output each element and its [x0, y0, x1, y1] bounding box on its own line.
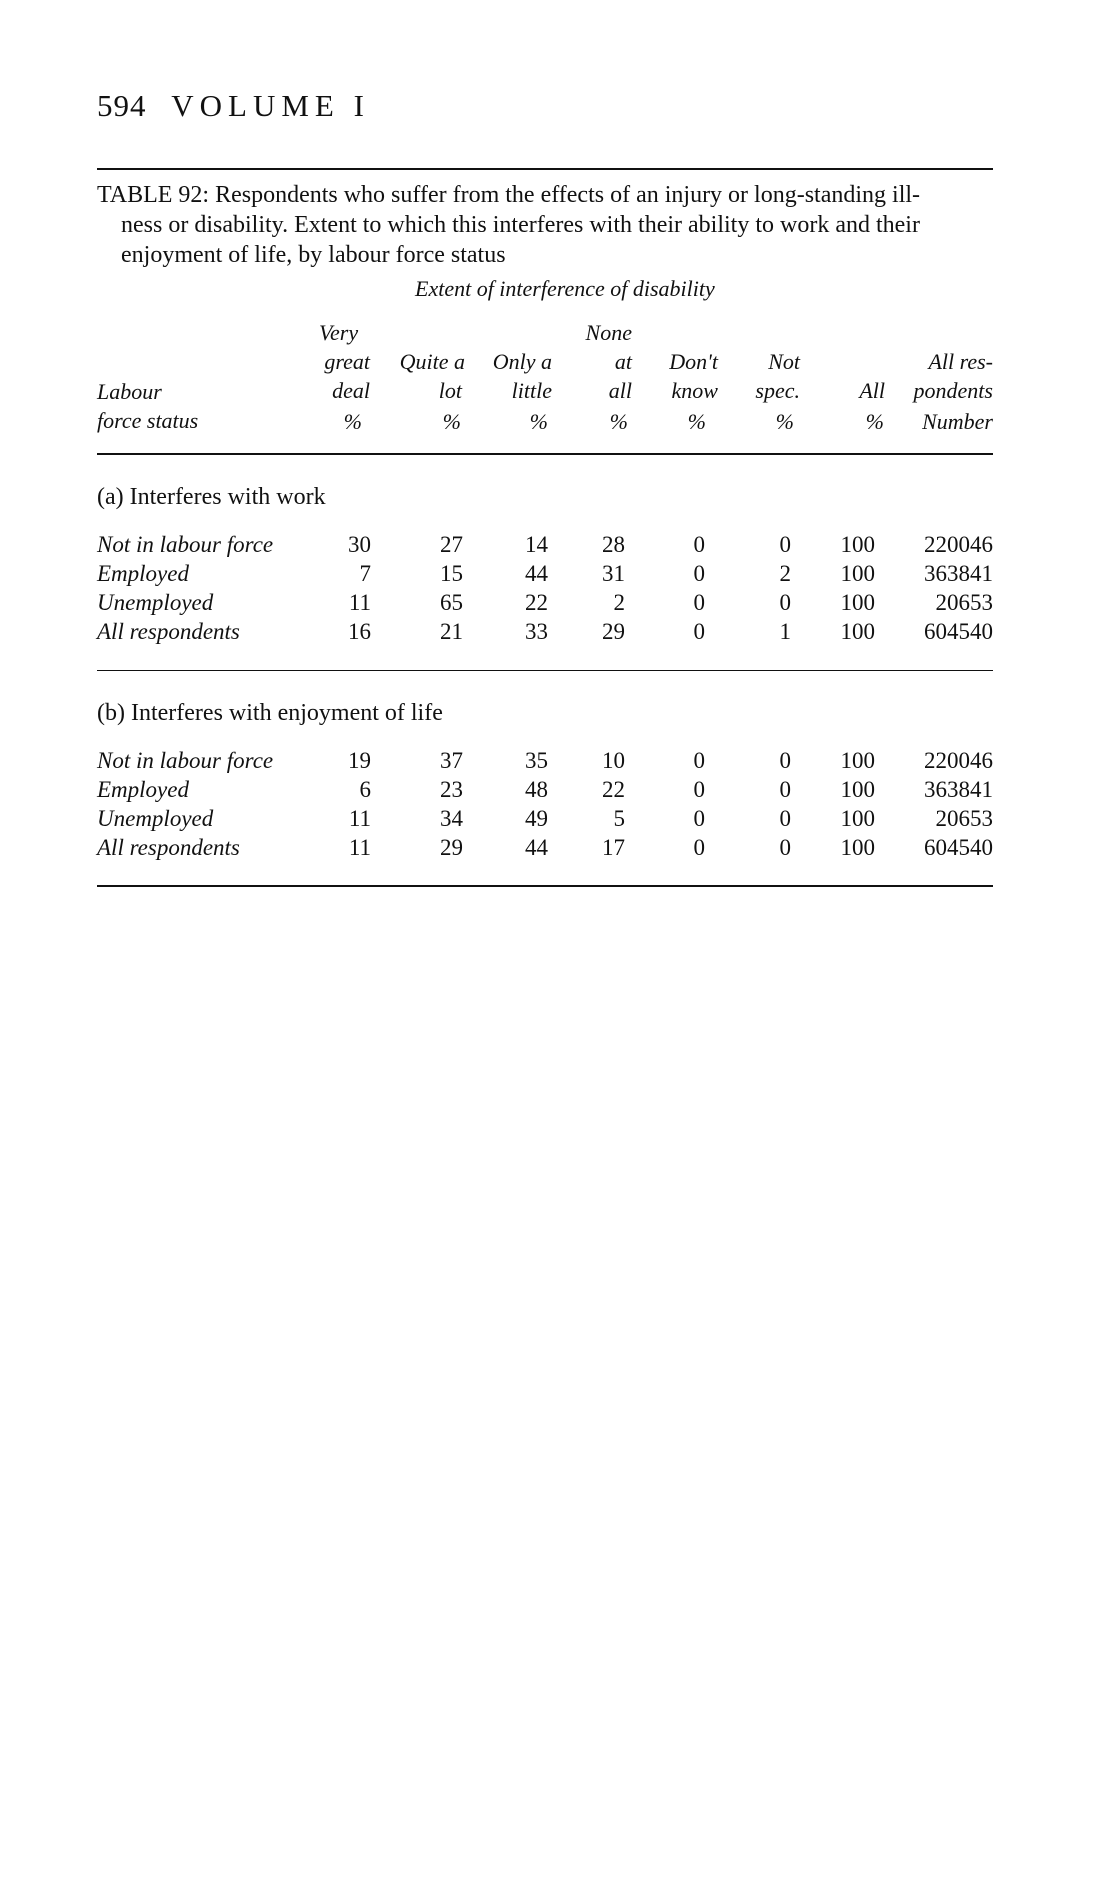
col-header-line: deal	[332, 378, 370, 403]
row-label: All respondents	[97, 835, 240, 860]
cell-not-spec: 1	[779, 619, 791, 644]
col-header-dont-know	[640, 347, 718, 405]
table-row	[97, 532, 993, 562]
table-row	[97, 777, 993, 807]
caption-line-1: TABLE 92: Respondents who suffer from the effects of an injury or long-standing ill-	[97, 182, 921, 208]
cell-dont-know: 0	[693, 806, 705, 831]
cell-very-great-deal: 7	[359, 561, 371, 586]
col-header-very-great-deal	[300, 318, 370, 405]
page-number: 594	[97, 88, 147, 123]
cell-dont-know: 0	[693, 532, 705, 557]
col-header-all-respondents	[880, 347, 993, 405]
col-header-line: at	[614, 349, 632, 374]
col-header-line: lot	[438, 378, 462, 403]
cell-dont-know: 0	[693, 590, 705, 615]
cell-not-spec: 0	[779, 748, 791, 773]
cell-quite-a-lot: 34	[440, 806, 463, 831]
col-header-line: Not	[768, 349, 800, 374]
caption-line-3: enjoyment of life, by labour force status	[121, 242, 506, 268]
cell-all: 100	[840, 777, 875, 802]
cell-very-great-deal: 16	[348, 619, 371, 644]
unit-label: %	[687, 409, 706, 434]
col-header-all	[820, 376, 885, 405]
col-header-line: Very	[319, 320, 359, 345]
col-header-line: little	[511, 378, 552, 403]
cell-very-great-deal: 11	[348, 835, 371, 860]
row-label: Unemployed	[97, 590, 214, 615]
cell-none-at-all: 29	[602, 619, 625, 644]
col-header-line: all	[608, 378, 632, 403]
cell-quite-a-lot: 27	[440, 532, 463, 557]
table-row	[97, 619, 993, 649]
cell-all: 100	[840, 835, 875, 860]
row-label: Unemployed	[97, 806, 214, 831]
cell-not-spec: 0	[779, 590, 791, 615]
table-row	[97, 748, 993, 778]
stub-header	[97, 377, 198, 435]
col-header-line: All res-	[928, 349, 993, 374]
cell-very-great-deal: 11	[348, 590, 371, 615]
cell-only-a-little: 49	[525, 806, 548, 831]
table-top-rule	[97, 168, 993, 170]
row-label: Employed	[97, 777, 189, 802]
volume-label: VOLUME I	[171, 88, 370, 123]
cell-only-a-little: 44	[525, 835, 548, 860]
col-header-line: None	[585, 320, 632, 345]
row-label: Employed	[97, 561, 189, 586]
cell-all: 100	[840, 590, 875, 615]
cell-number: 363841	[924, 777, 993, 802]
cell-none-at-all: 5	[613, 806, 625, 831]
unit-label: %	[609, 409, 628, 434]
row-label: Not in labour force	[97, 532, 274, 557]
cell-only-a-little: 44	[525, 561, 548, 586]
table-row	[97, 590, 993, 620]
col-header-line: Only a	[492, 349, 552, 374]
cell-only-a-little: 33	[525, 619, 548, 644]
cell-number: 20653	[935, 806, 993, 831]
col-header-none-at-all	[560, 318, 632, 405]
stub-header-line: force status	[97, 408, 199, 433]
col-header-line: spec.	[755, 378, 800, 403]
cell-all: 100	[840, 561, 875, 586]
row-label: All respondents	[97, 619, 240, 644]
table-bottom-rule	[97, 885, 993, 887]
cell-all: 100	[840, 748, 875, 773]
cell-quite-a-lot: 37	[440, 748, 463, 773]
section-title-enjoyment: (b) Interferes with enjoyment of life	[97, 700, 443, 726]
cell-none-at-all: 2	[613, 590, 625, 615]
table-row	[97, 561, 993, 591]
cell-very-great-deal: 11	[348, 806, 371, 831]
cell-number: 20653	[935, 590, 993, 615]
cell-very-great-deal: 30	[348, 532, 371, 557]
cell-very-great-deal: 6	[359, 777, 371, 802]
unit-label: %	[529, 409, 548, 434]
cell-very-great-deal: 19	[348, 748, 371, 773]
cell-dont-know: 0	[693, 835, 705, 860]
cell-only-a-little: 14	[525, 532, 548, 557]
col-header-not-spec	[730, 347, 800, 405]
cell-none-at-all: 22	[602, 777, 625, 802]
cell-none-at-all: 31	[602, 561, 625, 586]
col-header-line: Quite a	[399, 349, 465, 374]
cell-number: 220046	[924, 748, 993, 773]
column-group-title: Extent of interference of disability	[415, 276, 715, 301]
running-head	[97, 88, 370, 124]
cell-dont-know: 0	[693, 748, 705, 773]
row-label: Not in labour force	[97, 748, 274, 773]
stub-header-line: Labour	[97, 379, 162, 404]
cell-not-spec: 0	[779, 806, 791, 831]
col-header-line: Don't	[669, 349, 718, 374]
col-header-line: All	[859, 378, 885, 403]
cell-quite-a-lot: 29	[440, 835, 463, 860]
unit-label: %	[343, 409, 362, 434]
table-row	[97, 806, 993, 836]
cell-not-spec: 0	[779, 835, 791, 860]
cell-quite-a-lot: 21	[440, 619, 463, 644]
col-header-line: know	[671, 378, 718, 403]
cell-only-a-little: 22	[525, 590, 548, 615]
cell-number: 604540	[924, 835, 993, 860]
unit-label: %	[865, 409, 884, 434]
cell-only-a-little: 35	[525, 748, 548, 773]
cell-all: 100	[840, 619, 875, 644]
cell-only-a-little: 48	[525, 777, 548, 802]
cell-not-spec: 0	[779, 532, 791, 557]
section-title-work: (a) Interferes with work	[97, 484, 326, 510]
table-caption	[97, 180, 993, 270]
cell-number: 220046	[924, 532, 993, 557]
col-header-only-a-little	[470, 347, 552, 405]
unit-label: %	[442, 409, 461, 434]
col-header-quite-a-lot	[375, 347, 465, 405]
cell-not-spec: 0	[779, 777, 791, 802]
cell-quite-a-lot: 65	[440, 590, 463, 615]
table-row	[97, 835, 993, 865]
cell-dont-know: 0	[693, 777, 705, 802]
cell-number: 363841	[924, 561, 993, 586]
unit-label: Number	[922, 409, 993, 434]
cell-not-spec: 2	[779, 561, 791, 586]
col-header-line: great	[324, 349, 370, 374]
cell-all: 100	[840, 532, 875, 557]
section-rule	[97, 670, 993, 671]
cell-quite-a-lot: 15	[440, 561, 463, 586]
cell-dont-know: 0	[693, 619, 705, 644]
cell-none-at-all: 10	[602, 748, 625, 773]
cell-dont-know: 0	[693, 561, 705, 586]
caption-line-2: ness or disability. Extent to which this interferes with their ability to work and their	[121, 212, 920, 238]
cell-all: 100	[840, 806, 875, 831]
cell-none-at-all: 28	[602, 532, 625, 557]
cell-none-at-all: 17	[602, 835, 625, 860]
unit-label: %	[775, 409, 794, 434]
header-rule	[97, 453, 993, 455]
cell-number: 604540	[924, 619, 993, 644]
cell-quite-a-lot: 23	[440, 777, 463, 802]
col-header-line: pondents	[913, 378, 993, 403]
